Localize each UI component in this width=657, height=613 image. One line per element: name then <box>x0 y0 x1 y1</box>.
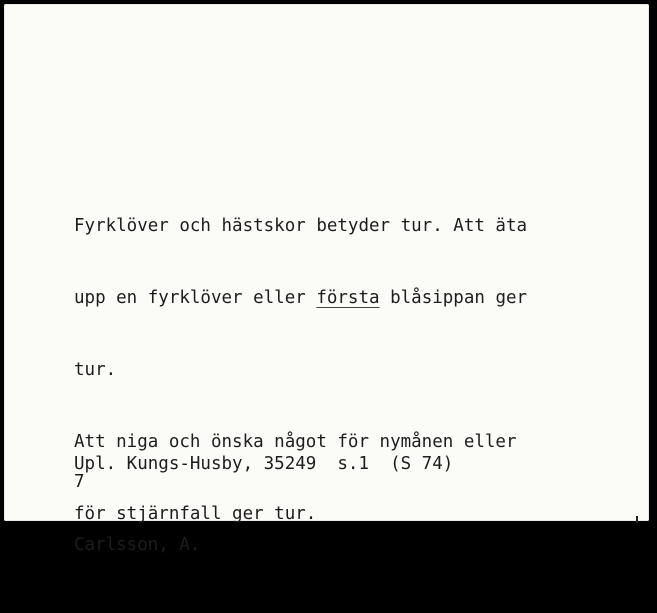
source-location-line: Upl. Kungs-Husby, 35249 s.1 (S 74) <box>74 454 454 474</box>
page-number: 7 <box>74 472 85 492</box>
body-line-3: tur. <box>74 360 117 380</box>
body-line-1: Fyrklöver och hästskor betyder tur. Att äta <box>74 216 528 236</box>
body-line-5: för stjärnfall ger tur. <box>74 504 317 524</box>
index-card <box>4 4 649 555</box>
card-source <box>74 397 453 613</box>
edge-mark <box>636 516 638 523</box>
body-line-2: upp en fyrklöver eller första blåsippan ger <box>74 288 528 308</box>
underlined-word: första <box>316 288 380 308</box>
body-line-4: Att niga och önska något för nymånen eller <box>74 432 517 452</box>
source-informant-line: Carlsson, A. <box>74 535 201 555</box>
